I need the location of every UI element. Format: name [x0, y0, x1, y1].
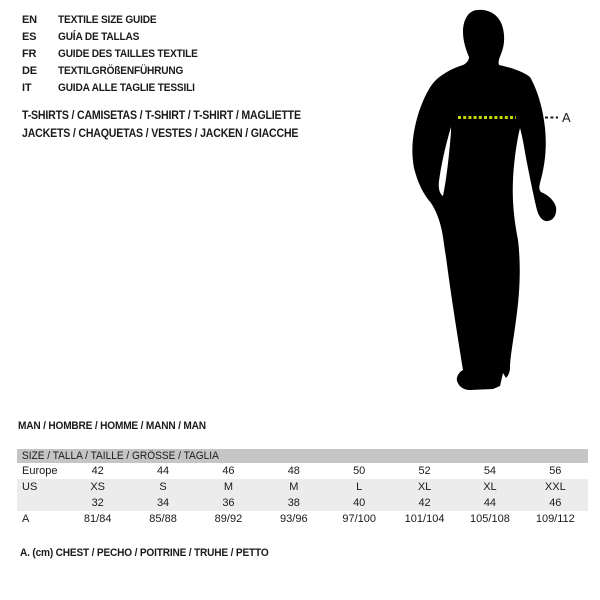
table-cell: L: [356, 481, 363, 493]
section-title-text: MAN / HOMBRE / HOMME / MANN / MAN: [18, 420, 206, 432]
table-cell: 109/112: [535, 513, 575, 525]
row-label: [17, 495, 65, 511]
table-row-europe: [17, 463, 588, 479]
size-table-header: [17, 449, 588, 463]
table-cell: 48: [287, 465, 300, 477]
row-label: A: [22, 513, 30, 525]
table-cell: XXL: [544, 481, 566, 493]
measurement-label-a: A: [562, 110, 571, 125]
table-row-chest-a: [17, 511, 588, 527]
category-line-jackets: JACKETS / CHAQUETAS / VESTES / JACKEN / GIACCHE: [22, 128, 299, 140]
man-silhouette: [412, 10, 556, 390]
language-code: EN: [22, 14, 37, 26]
language-title: TEXTILGRÖßENFÜHRUNG: [58, 65, 184, 77]
table-cell: 42: [418, 497, 431, 509]
language-code: IT: [22, 82, 32, 94]
language-title: GUIDA ALLE TAGLIE TESSILI: [58, 82, 195, 94]
table-cell: 34: [156, 497, 170, 509]
size-table: [17, 449, 588, 527]
table-cell: 81/84: [83, 513, 112, 525]
table-cell: 38: [287, 497, 300, 509]
table-cell: 42: [91, 465, 104, 477]
table-cell: 85/88: [149, 513, 177, 525]
table-row-us: [17, 479, 588, 495]
category-line-tshirts: T-SHIRTS / CAMISETAS / T-SHIRT / T-SHIRT / MAGLIETTE: [22, 110, 301, 122]
table-cell: 105/108: [470, 513, 510, 525]
table-cell: S: [159, 481, 167, 493]
language-title: GUÍA DE TALLAS: [58, 31, 140, 43]
table-cell: XL: [417, 481, 432, 493]
measurement-footnote: [20, 547, 290, 559]
language-title: GUIDE DES TAILLES TEXTILE: [58, 48, 198, 60]
table-cell: 36: [222, 497, 235, 509]
table-cell: M: [223, 481, 234, 493]
table-cell: 97/100: [342, 513, 377, 525]
size-table-header-text: SIZE / TALLA / TAILLE / GRÖSSE / TAGLIA: [22, 450, 219, 462]
table-cell: 56: [549, 465, 562, 477]
table-cell: 46: [549, 497, 562, 509]
measurement-footnote-text: A. (cm) CHEST / PECHO / POITRINE / TRUHE / PETTO: [20, 547, 269, 559]
language-row-de: [22, 63, 210, 80]
table-cell: 50: [353, 465, 366, 477]
language-title: TEXTILE SIZE GUIDE: [58, 14, 157, 26]
language-code: FR: [22, 48, 37, 60]
language-row-en: [22, 12, 210, 29]
table-cell: 44: [483, 497, 497, 509]
language-code: DE: [22, 65, 37, 77]
language-row-it: [22, 80, 210, 97]
table-cell: 101/104: [404, 513, 445, 525]
table-cell: 89/92: [214, 513, 243, 525]
language-code: ES: [22, 31, 37, 43]
language-guide-list: [22, 12, 210, 97]
table-cell: XS: [90, 481, 106, 493]
garment-categories: [22, 107, 325, 143]
row-label: US: [22, 481, 38, 493]
table-cell: XL: [483, 481, 497, 493]
language-row-fr: [22, 46, 210, 63]
table-cell: 40: [353, 497, 366, 509]
man-figure-diagram: [400, 0, 600, 410]
table-cell: 44: [156, 465, 170, 477]
table-cell: 52: [418, 465, 431, 477]
table-cell: M: [289, 481, 299, 493]
table-cell: 54: [483, 465, 497, 477]
table-cell: 46: [222, 465, 235, 477]
language-row-es: [22, 29, 210, 46]
table-cell: 93/96: [280, 513, 308, 525]
table-row-us-numeric: [17, 495, 588, 511]
table-cell: 32: [91, 497, 104, 509]
row-label: Europe: [22, 465, 58, 477]
section-title-man: [18, 420, 222, 432]
